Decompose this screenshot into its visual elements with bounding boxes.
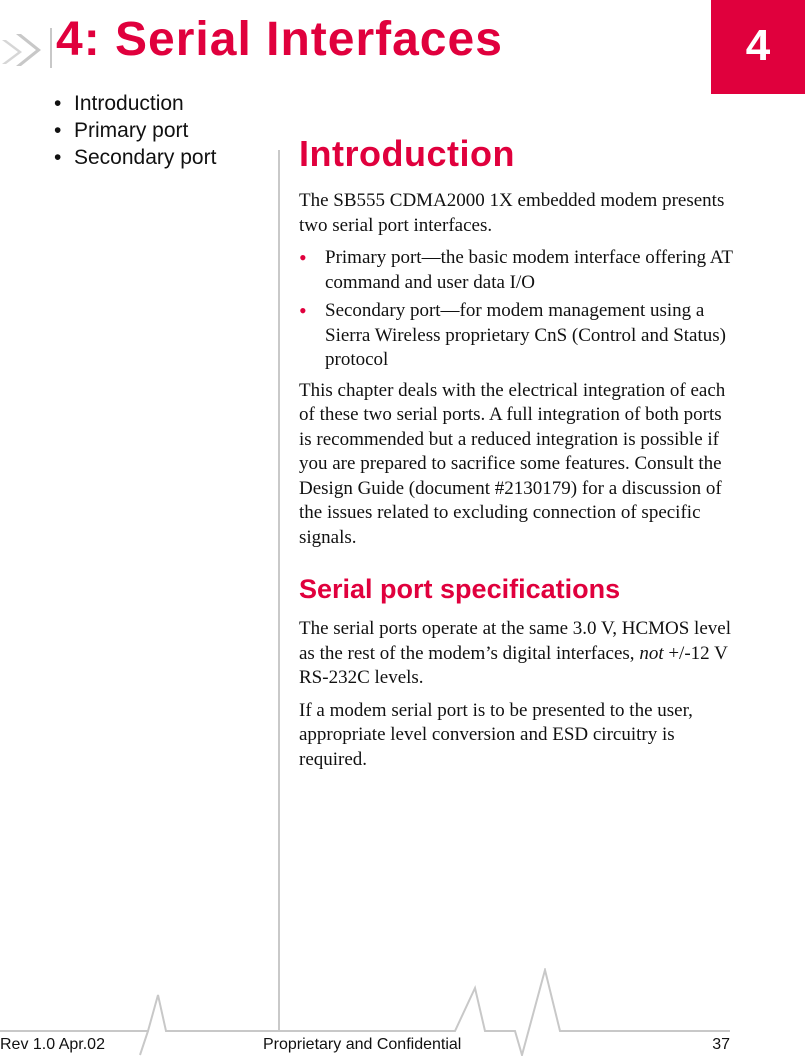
bullet-icon: • <box>54 119 62 142</box>
bullet-icon: • <box>299 245 307 271</box>
bullet-icon: • <box>54 92 62 115</box>
bullet-icon: • <box>299 298 307 324</box>
toc-item-primary-port[interactable]: • Primary port <box>54 119 189 142</box>
column-divider <box>278 150 280 1030</box>
specs-paragraph-levels: The serial ports operate at the same 3.0 V, HCMOS level as the rest of the modem’s digital interfaces, not +/-12 V RS-232C levels. <box>299 618 731 689</box>
footer-page-number: 37 <box>712 1036 730 1053</box>
toc-item-introduction[interactable]: • Introduction <box>54 92 184 115</box>
specs-paragraph-conversion: If a modem serial port is to be presented to the user, appropriate level conversion and ESD circuitry is required. <box>299 699 693 770</box>
intro-lead-paragraph: The SB555 CDMA2000 1X embedded modem presents two serial port interfaces. <box>299 190 725 236</box>
bullet-secondary-port: • Secondary port—for modem management using a Sierra Wireless proprietary CnS (Control and Status) protocol <box>299 298 726 371</box>
bullet-primary-port: • Primary port—the basic modem interface offering AT command and user data I/O <box>299 245 733 293</box>
intro-body-paragraph: This chapter deals with the electrical integration of each of these two serial ports. A full integration of both ports is recommended but a reduced integration is possible if you are prepared to sacrifice some features. Consult the Design Guide (document #2130179) for a discussion of the issues related to excluding connection of specific signals. <box>299 379 726 548</box>
section-heading-introduction: Introduction <box>299 133 515 174</box>
chapter-number-tab: 4 <box>711 0 805 94</box>
toc-item-secondary-port[interactable]: • Secondary port <box>54 146 217 169</box>
page-footer <box>0 1036 730 1056</box>
footer-confidentiality: Proprietary and Confidential <box>263 1036 462 1053</box>
chapter-contents-list <box>54 90 216 171</box>
main-content <box>299 132 739 780</box>
interface-bullet-list <box>299 246 739 373</box>
bullet-icon: • <box>54 146 62 169</box>
section-heading-serial-port-specifications: Serial port specifications <box>299 574 621 605</box>
chapter-title: 4: Serial Interfaces <box>56 13 503 66</box>
footer-revision: Rev 1.0 Apr.02 <box>0 1036 105 1053</box>
chevron-arrows-icon <box>0 22 58 70</box>
